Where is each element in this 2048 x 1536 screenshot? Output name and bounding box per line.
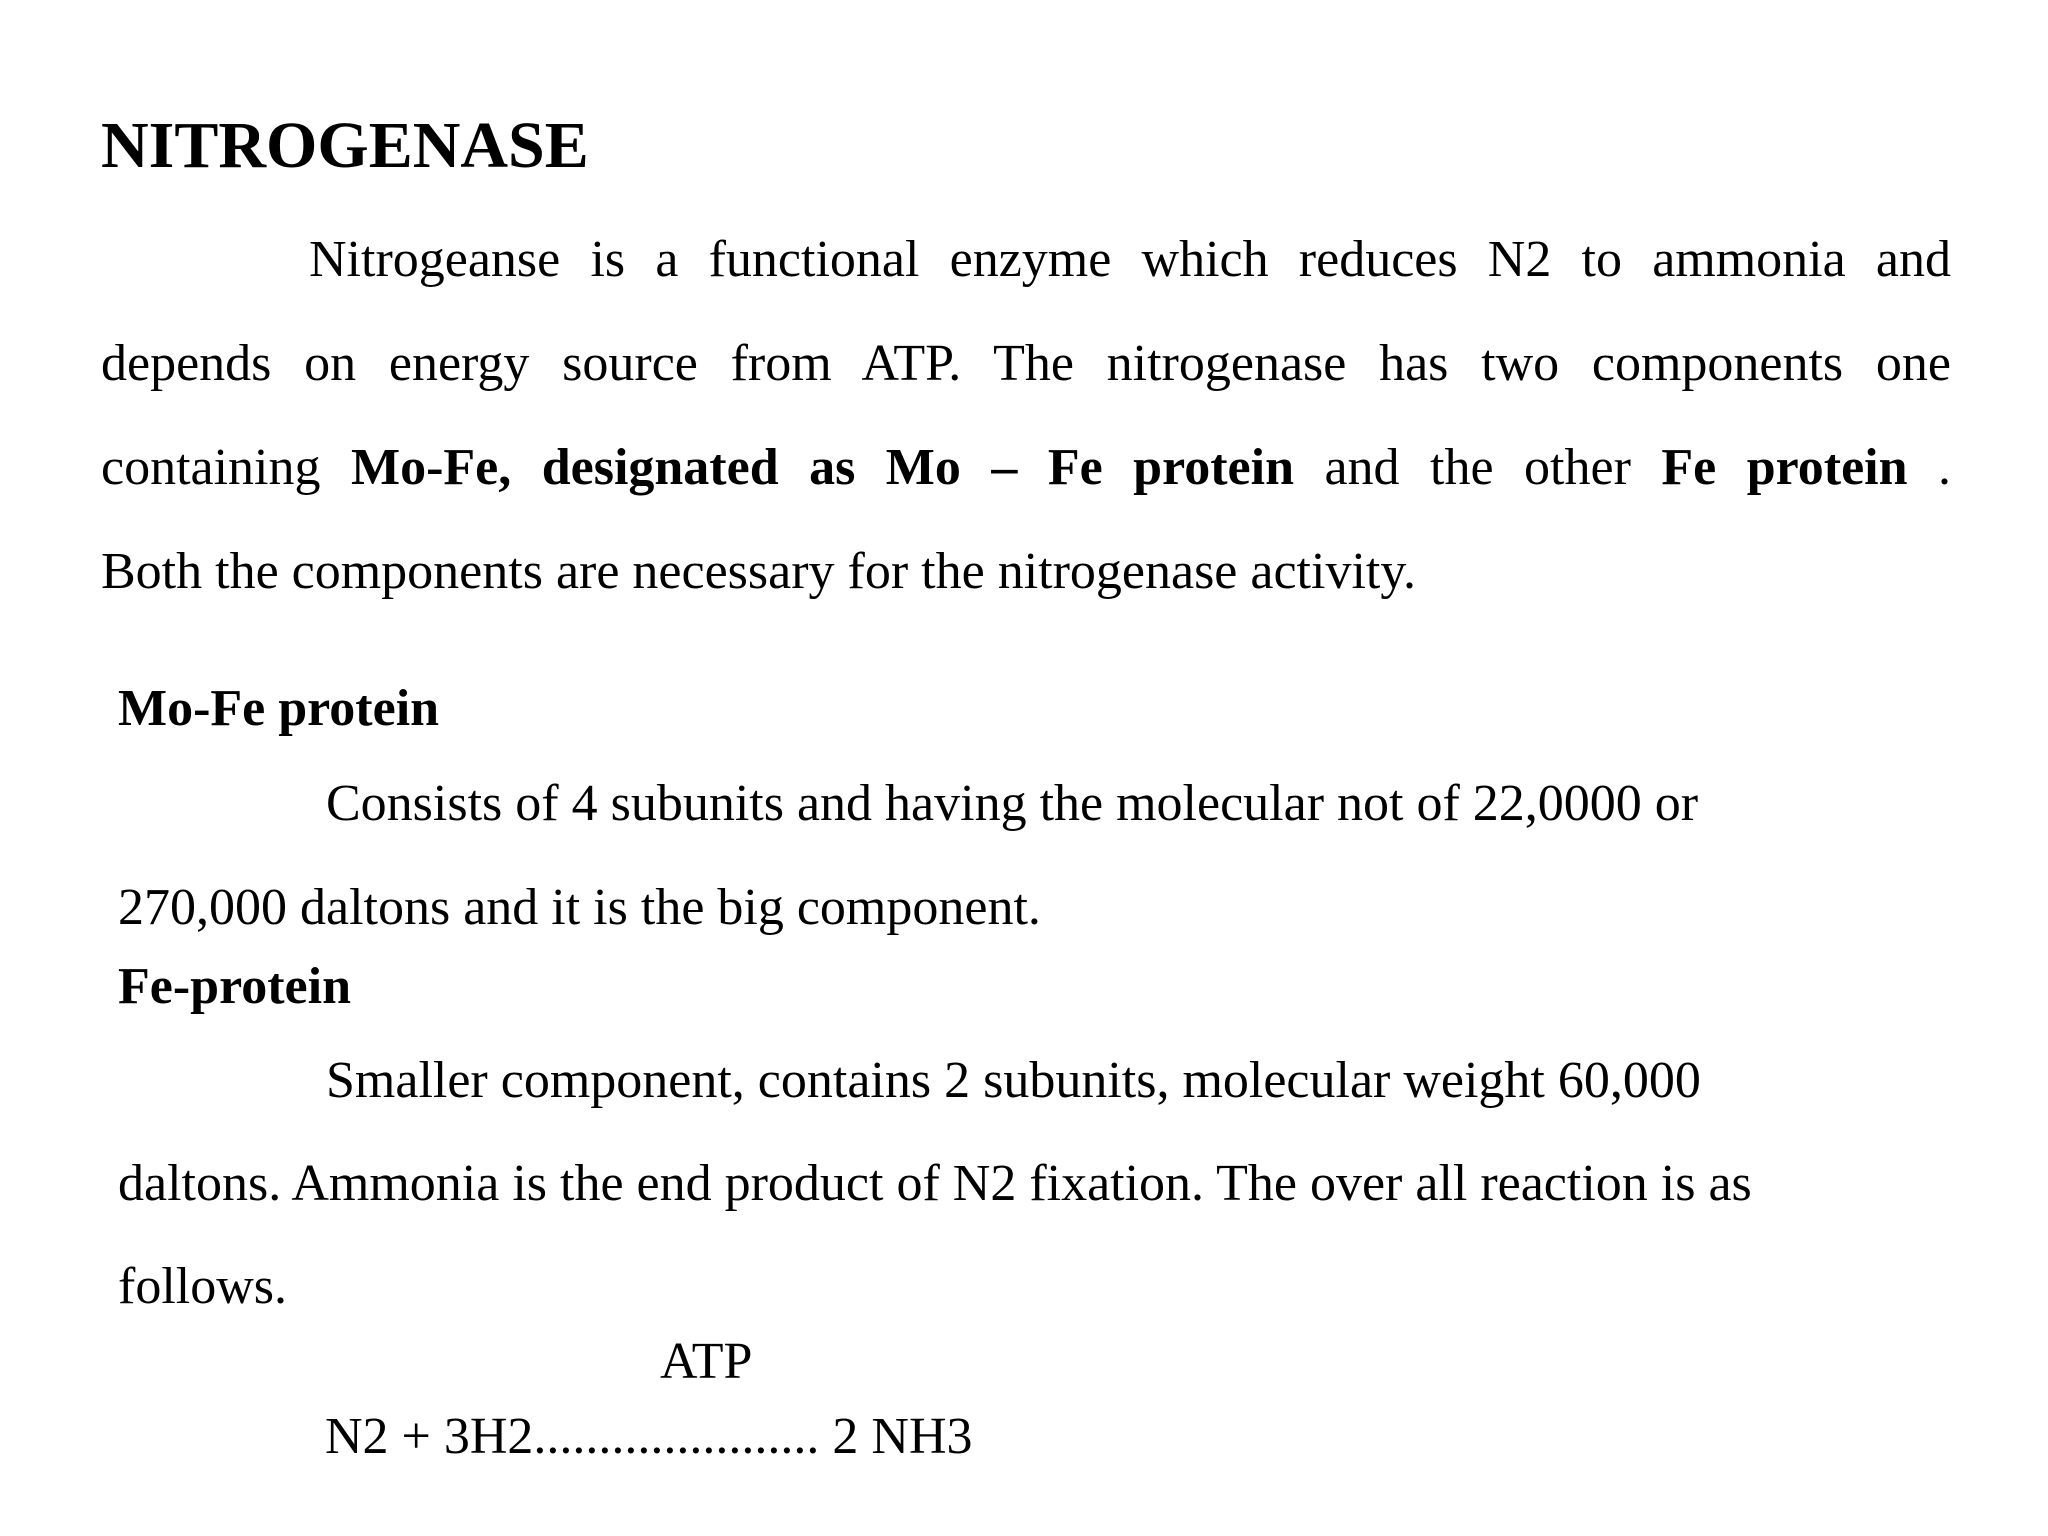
intro-line-3-text-e: . xyxy=(1907,439,1952,496)
fe-emphasis: Fe protein xyxy=(1661,439,1908,496)
mofe-emphasis: Mo-Fe, designated as Mo – Fe protein xyxy=(350,439,1294,496)
fe-line-2: daltons. Ammonia is the end product of N2 fixation. The over all reaction is as xyxy=(118,1155,1752,1212)
intro-line-3-text-a: containing xyxy=(101,439,351,496)
mofe-line-2: 270,000 daltons and it is the big component. xyxy=(118,879,1041,936)
mofe-heading: Mo-Fe protein xyxy=(118,680,440,737)
reaction-equation: N2 + 3H2...................... 2 NH3 xyxy=(325,1408,973,1465)
intro-line-2: depends on energy source from ATP. The nitrogenase has two components one xyxy=(101,335,1951,392)
mofe-line-1: Consists of 4 subunits and having the molecular not of 22,0000 or xyxy=(326,775,1699,832)
intro-line-1: Nitrogeanse is a functional enzyme which reduces N2 to ammonia and xyxy=(309,231,1951,288)
fe-line-1: Smaller component, contains 2 subunits, molecular weight 60,000 xyxy=(326,1052,1701,1109)
reaction-catalyst: ATP xyxy=(660,1333,753,1390)
intro-line-3-text-c: and the other xyxy=(1294,439,1662,496)
fe-heading: Fe-protein xyxy=(118,958,351,1015)
page-title: NITROGENASE xyxy=(101,109,589,182)
intro-line-4: Both the components are necessary for the nitrogenase activity. xyxy=(101,543,1416,600)
fe-line-3: follows. xyxy=(118,1258,287,1315)
intro-line-3 xyxy=(101,416,1951,520)
intro-paragraph xyxy=(101,208,1951,624)
